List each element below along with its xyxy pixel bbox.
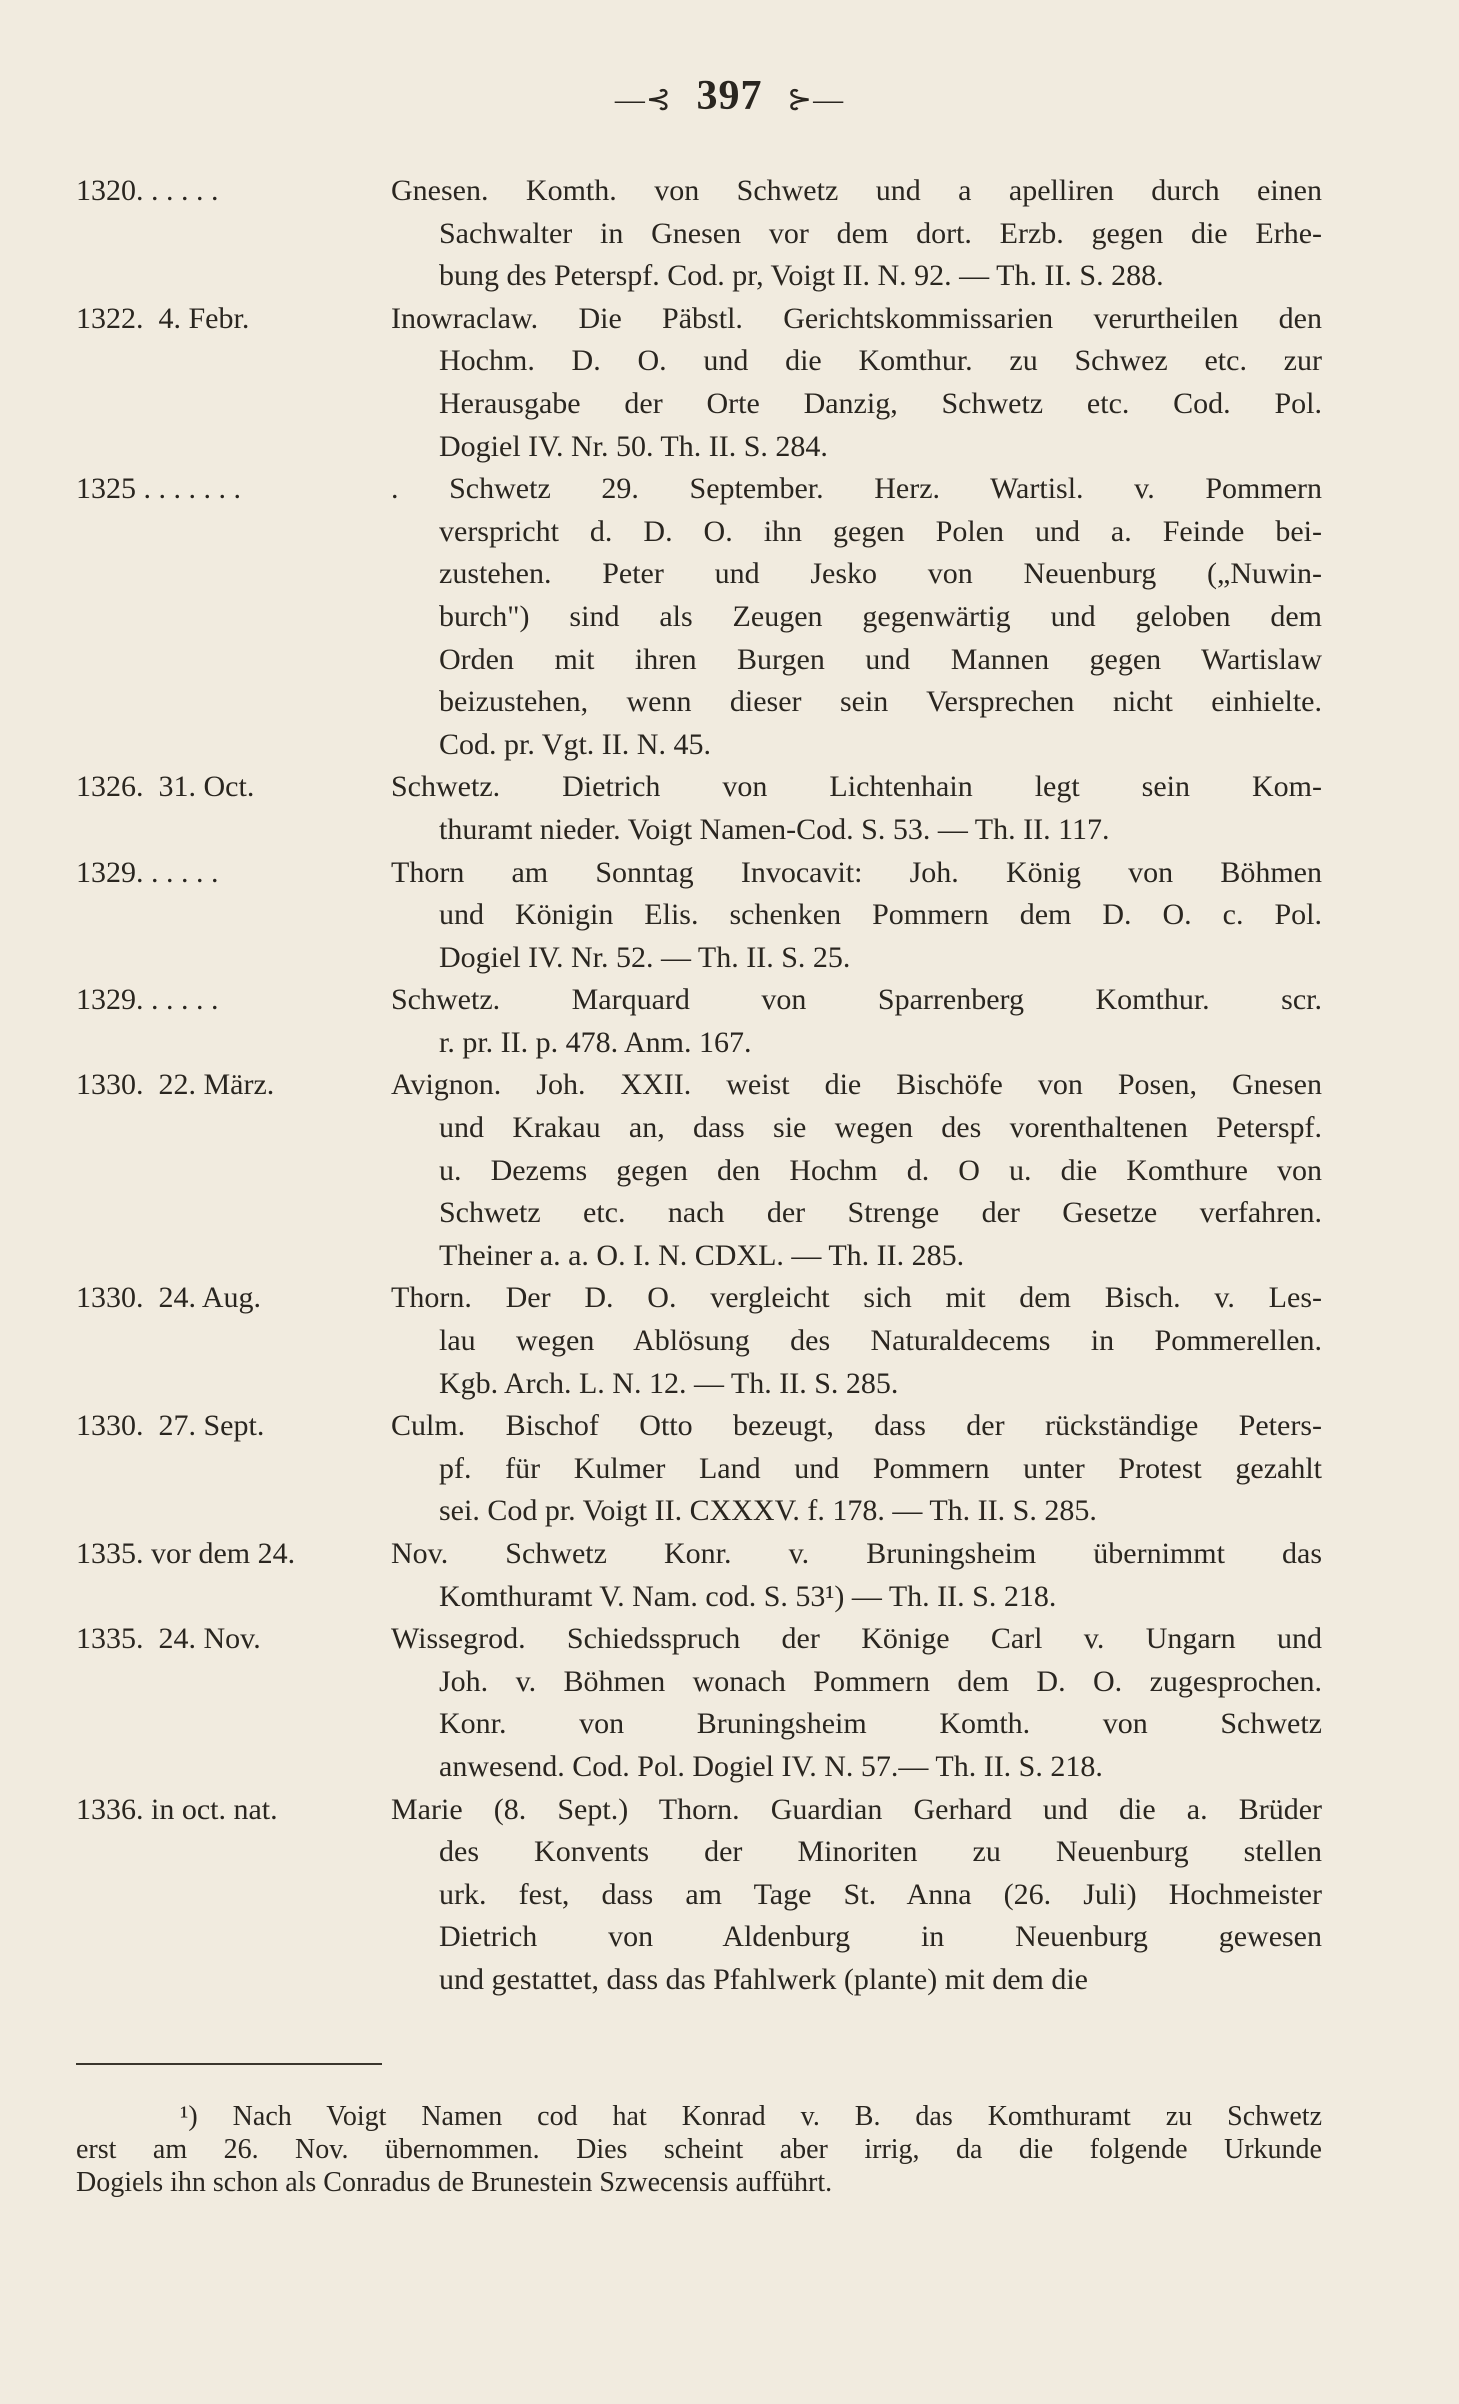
footnote-line: Dogiels ihn schon als Conradus de Brunestein Szwecensis aufführt.	[76, 2167, 833, 2198]
chronicle-entry	[76, 1405, 1322, 1533]
entry-line: Kgb. Arch. L. N. 12. — Th. II. S. 285.	[439, 1366, 899, 1400]
entry-line: Sachwalter in Gnesen vor dem dort. Erzb. gegen die Erhe-	[439, 216, 1322, 250]
chronicle-entry	[76, 468, 1322, 766]
chronicle-entry	[76, 766, 1322, 851]
chronicle-entry	[76, 1064, 1322, 1277]
entry-text	[391, 468, 1322, 766]
entry-line: Dogiel IV. Nr. 50. Th. II. S. 284.	[439, 429, 828, 463]
entry-date: 1329. . . . . .	[76, 983, 219, 1017]
entry-text	[391, 298, 1322, 468]
entry-line: Culm. Bischof Otto bezeugt, dass der rückständige Peters-	[391, 1409, 1322, 1443]
entry-line: verspricht d. D. O. ihn gegen Polen und a. Feinde bei-	[439, 514, 1322, 548]
entry-line: Orden mit ihren Burgen und Mannen gegen Wartislaw	[439, 642, 1322, 676]
entry-line: u. Dezems gegen den Hochm d. O u. die Komthure von	[439, 1153, 1322, 1187]
entry-line: und Krakau an, dass sie wegen des vorenthaltenen Peterspf.	[439, 1111, 1322, 1145]
entry-date: 1335. 24. Nov.	[76, 1622, 261, 1656]
entry-text	[391, 766, 1322, 851]
entry-line: Thorn am Sonntag Invocavit: Joh. König von Böhmen	[391, 855, 1322, 889]
entry-line: Schwetz. Marquard von Sparrenberg Komthur. scr.	[391, 983, 1322, 1017]
entry-date: 1322. 4. Febr.	[76, 301, 250, 335]
entry-line: und gestattet, dass das Pfahlwerk (plante) mit dem die	[439, 1962, 1088, 1996]
entry-line: . Schwetz 29. September. Herz. Wartisl. v. Pommern	[391, 472, 1322, 506]
entry-line: und Königin Elis. schenken Pommern dem D. O. c. Pol.	[439, 898, 1322, 932]
entry-text	[391, 1533, 1322, 1618]
entry-text	[391, 1405, 1322, 1533]
chronicle-entry	[76, 1618, 1322, 1788]
footnote-divider	[76, 2063, 382, 2065]
chronicle-entry	[76, 1533, 1322, 1618]
entry-line: lau wegen Ablösung des Naturaldecems in Pommerellen.	[439, 1324, 1322, 1358]
entry-line: Theiner a. a. O. I. N. CDXL. — Th. II. 285.	[439, 1238, 965, 1272]
entry-line: urk. fest, dass am Tage St. Anna (26. Juli) Hochmeister	[439, 1877, 1322, 1911]
chronicle-entry	[76, 1277, 1322, 1405]
entry-line: Schwetz etc. nach der Strenge der Gesetze verfahren.	[439, 1196, 1322, 1230]
chronicle-entry	[76, 852, 1322, 980]
entry-text	[391, 1277, 1322, 1405]
chronicle-entry	[76, 1789, 1322, 2002]
entry-line: Marie (8. Sept.) Thorn. Guardian Gerhard und die a. Brüder	[391, 1792, 1322, 1826]
entry-line: beizustehen, wenn dieser sein Versprechen nicht einhielte.	[439, 685, 1322, 719]
entry-line: des Konvents der Minoriten zu Neuenburg stellen	[439, 1835, 1322, 1869]
entry-line: r. pr. II. p. 478. Anm. 167.	[439, 1025, 752, 1059]
entry-date: 1326. 31. Oct.	[76, 770, 255, 804]
entry-line: sei. Cod pr. Voigt II. CXXXV. f. 178. — Th. II. S. 285.	[439, 1494, 1097, 1528]
entry-line: Dietrich von Aldenburg in Neuenburg gewesen	[439, 1920, 1322, 1954]
entry-line: Avignon. Joh. XXII. weist die Bischöfe von Posen, Gnesen	[391, 1068, 1322, 1102]
entry-date: 1330. 27. Sept.	[76, 1409, 265, 1443]
footnote-line: ¹) Nach Voigt Namen cod hat Konrad v. B. das Komthuramt zu Schwetz	[180, 2101, 1322, 2132]
entry-text	[391, 1789, 1322, 2002]
entry-line: bung des Peterspf. Cod. pr, Voigt II. N. 92. — Th. II. S. 288.	[439, 259, 1164, 293]
page-number: 397	[696, 73, 763, 119]
entry-line: pf. für Kulmer Land und Pommern unter Protest gezahlt	[439, 1451, 1322, 1485]
chronicle-entry	[76, 298, 1322, 468]
entry-text	[391, 170, 1322, 298]
entry-date: 1329. . . . . .	[76, 855, 219, 889]
entry-line: Gnesen. Komth. von Schwetz und a apelliren durch einen	[391, 174, 1322, 207]
entry-text	[391, 1064, 1322, 1277]
entry-line: thuramt nieder. Voigt Namen-Cod. S. 53. — Th. II. 117.	[439, 812, 1110, 846]
entry-text	[391, 1618, 1322, 1788]
page-header	[0, 72, 1459, 120]
footnote	[76, 2100, 1322, 2199]
entry-date: 1330. 24. Aug.	[76, 1281, 262, 1315]
entry-line: burch") sind als Zeugen gegenwärtig und geloben dem	[439, 599, 1322, 633]
entry-line: Cod. pr. Vgt. II. N. 45.	[439, 727, 711, 761]
entry-line: Schwetz. Dietrich von Lichtenhain legt sein Kom-	[391, 770, 1322, 804]
entry-text	[391, 852, 1322, 980]
chronicle-entry	[76, 170, 1322, 298]
chronicle-entries	[76, 170, 1322, 2002]
entry-line: zustehen. Peter und Jesko von Neuenburg („Nuwin-	[439, 557, 1322, 591]
header-left-ornament: —⊰	[614, 83, 672, 116]
entry-line: Joh. v. Böhmen wonach Pommern dem D. O. zugesprochen.	[439, 1664, 1322, 1698]
entry-line: Hochm. D. O. und die Komthur. zu Schwez etc. zur	[439, 344, 1322, 378]
entry-date: 1335. vor dem 24.	[76, 1537, 296, 1570]
entry-line: Wissegrod. Schiedsspruch der Könige Carl v. Ungarn und	[391, 1622, 1322, 1656]
chronicle-entry	[76, 979, 1322, 1064]
footnote-line: erst am 26. Nov. übernommen. Dies scheint aber irrig, da die folgende Urkunde	[76, 2134, 1322, 2165]
entry-date: 1325 . . . . . . .	[76, 472, 241, 506]
entry-line: Komthuramt V. Nam. cod. S. 53¹) — Th. II. S. 218.	[439, 1579, 1057, 1613]
header-right-ornament: ⊱—	[787, 83, 845, 116]
entry-line: Thorn. Der D. O. vergleicht sich mit dem Bisch. v. Les-	[391, 1281, 1322, 1315]
entry-line: Konr. von Bruningsheim Komth. von Schwetz	[439, 1707, 1322, 1741]
entry-line: Herausgabe der Orte Danzig, Schwetz etc. Cod. Pol.	[439, 386, 1322, 420]
entry-line: anwesend. Cod. Pol. Dogiel IV. N. 57.— Th. II. S. 218.	[439, 1749, 1103, 1783]
entry-text	[391, 979, 1322, 1064]
entry-date: 1330. 22. März.	[76, 1068, 275, 1102]
entry-date: 1320. . . . . .	[76, 174, 219, 207]
entry-line: Dogiel IV. Nr. 52. — Th. II. S. 25.	[439, 940, 851, 974]
entry-line: Inowraclaw. Die Päbstl. Gerichtskommissarien verurtheilen den	[391, 301, 1322, 335]
entry-date: 1336. in oct. nat.	[76, 1792, 278, 1826]
entry-line: Nov. Schwetz Konr. v. Bruningsheim übernimmt das	[391, 1537, 1322, 1570]
